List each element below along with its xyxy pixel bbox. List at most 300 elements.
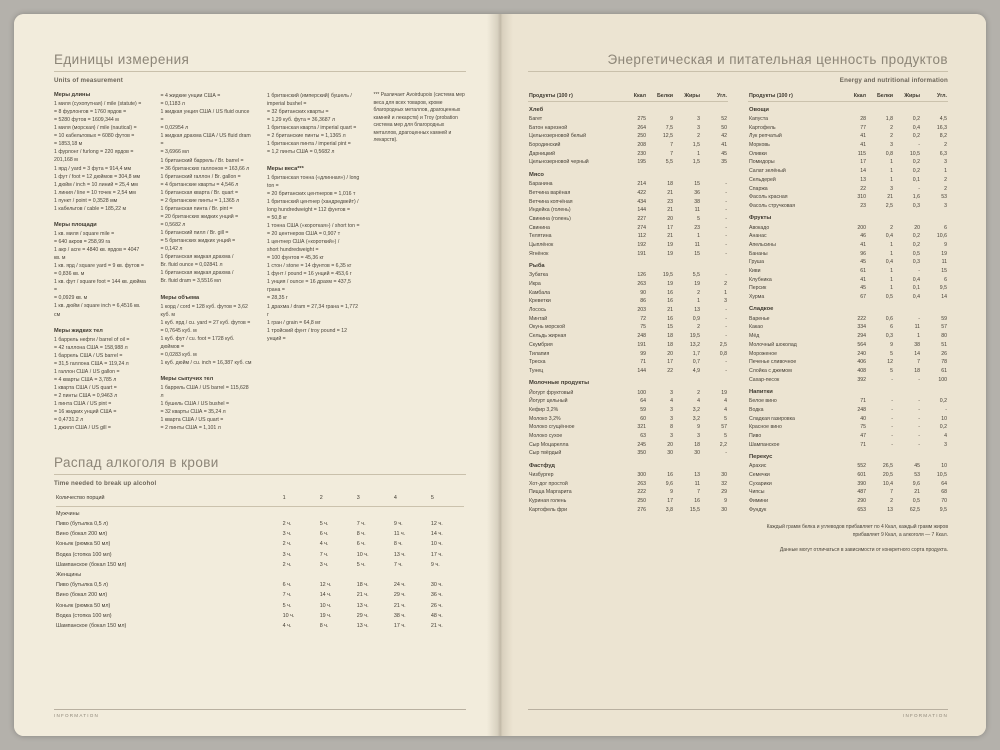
units-line: 1 тройский фунт / troy pound = 12 унций = [267, 327, 348, 342]
cell: 16 [694, 498, 700, 505]
row-label: Сыр твёрдый [529, 450, 562, 457]
row-label: Лук репчатый [749, 133, 782, 140]
table-row [528, 215, 728, 224]
units-line: = 32 британских кварты = [267, 109, 329, 116]
cell: 487 [857, 489, 866, 496]
row-label: Клубника [749, 276, 772, 283]
cell: 64 [640, 398, 646, 405]
cell: 16 [667, 289, 673, 296]
footer-right [528, 709, 948, 718]
row-label: Картофель [749, 124, 776, 131]
cell: 41 [860, 142, 866, 149]
row-label: Пицца Маргарита [529, 489, 572, 496]
table-row [528, 306, 728, 315]
units-line: 1 куб. дюйм / cu. inch = 16,387 куб. см [160, 359, 252, 366]
units-line: 1 акр / acre = 4840 кв. ярдов = 4047 кв. м [54, 247, 140, 262]
table-row [748, 232, 948, 241]
column-header-protein: Белки [656, 93, 673, 100]
cell: 10 [941, 415, 947, 422]
cell: 19,5 [689, 333, 700, 340]
cell: 191 [637, 250, 646, 257]
group-header-women: Женщины [56, 571, 82, 578]
cell: 24 ч. [393, 582, 406, 589]
cell: 45 [860, 285, 866, 292]
cell: 0,4 [885, 259, 893, 266]
cell: 50 [721, 124, 727, 131]
units-line: = 0,7645 куб. м [160, 327, 197, 334]
table-row [528, 423, 728, 432]
cell: - [918, 376, 920, 383]
group-header-vegetables: Овощи [749, 106, 769, 113]
row-label: Коньяк (рюмка 50 мл) [56, 541, 111, 548]
cell: 214 [637, 181, 646, 188]
units-line: long hundredweight = 112 фунтов = [267, 206, 351, 213]
units-line: short hundredweight = [267, 247, 319, 254]
cell: 0,2 [912, 159, 920, 166]
group-header-men: Мужчины [56, 510, 80, 517]
row-label: Белое вино [749, 398, 777, 405]
cell: 23 [860, 202, 866, 209]
cell: 13,2 [689, 341, 700, 348]
cell: 2 [944, 176, 947, 183]
cell: 47 [860, 433, 866, 440]
cell: 19 ч. [319, 612, 332, 619]
cell: 18 ч. [356, 582, 369, 589]
cell: 5,5 [665, 159, 673, 166]
nutrition-note-2: Данные могут отличаться в зависимости от конкретного сорта продукта. [779, 546, 948, 553]
cell: 7 [890, 489, 893, 496]
cell: 4 [724, 398, 727, 405]
cell: - [725, 189, 727, 196]
row-label: Тилапия [529, 350, 550, 357]
cell: 20 [914, 224, 920, 231]
cell: 8 ч. [319, 622, 329, 629]
row-label: Помидоры [749, 159, 775, 166]
units-group-lines [161, 303, 254, 368]
cell: 2 [890, 224, 893, 231]
row-label: Зубатка [529, 272, 549, 279]
cell: 9 [724, 498, 727, 505]
cell: 7 [670, 150, 673, 157]
cell: 78 [941, 359, 947, 366]
row-label: Цыплёнок [529, 241, 554, 248]
cell: 38 [914, 341, 920, 348]
cell: 0,1 [912, 285, 920, 292]
units-line: 1 британская кварта / imperial quart = [267, 125, 357, 132]
cell: 75 [860, 424, 866, 431]
cell: 45 [914, 463, 920, 470]
cell: 4,9 [692, 367, 700, 374]
alcohol-table [54, 493, 466, 631]
cell: - [891, 441, 893, 448]
page-subtitle-nutrition: Energy and nutritional information [839, 77, 948, 84]
cell: 7 ч. [393, 561, 403, 568]
cell: 16 [667, 298, 673, 305]
cell: 5 [890, 350, 893, 357]
cell: 100 [938, 376, 947, 383]
cell: 392 [857, 376, 866, 383]
cell: 250 [637, 498, 646, 505]
column-header-fat: Жиры [684, 93, 700, 100]
table-row [528, 406, 728, 415]
units-line: = 0,4731.2 л [54, 417, 84, 424]
row-label: Киви [749, 268, 761, 275]
cell: 1 [890, 285, 893, 292]
row-label: Какао [749, 324, 764, 331]
table-row [748, 358, 948, 367]
cell: 263 [637, 480, 646, 487]
cell: 2,5 [885, 202, 893, 209]
cell: 72 [640, 315, 646, 322]
units-line: 1 кв. ярд / square yard = 9 кв. футов = [54, 263, 144, 270]
cell: 28 [860, 116, 866, 123]
cell: - [918, 268, 920, 275]
units-columns [54, 92, 466, 441]
cell: 10 ч. [430, 541, 443, 548]
cell: 1 [697, 233, 700, 240]
cell: 0,5 [885, 294, 893, 301]
cell: 29 ч. [393, 592, 406, 599]
units-group-lines [161, 92, 254, 286]
row-label: Чизбургер [529, 472, 554, 479]
units-line: = 0,836 кв. м [54, 271, 85, 278]
cell: - [725, 207, 727, 214]
cell: 10 [941, 463, 947, 470]
row-label: Хот-дог простой [529, 480, 568, 487]
cell: 53 [941, 194, 947, 201]
units-line: 1 британская пинта / imperial pint = [267, 141, 351, 148]
table-row [528, 149, 728, 158]
cell: 60 [640, 415, 646, 422]
cell: 1 [697, 298, 700, 305]
cell: 68 [941, 489, 947, 496]
units-group [161, 295, 254, 368]
table-row [748, 462, 948, 471]
table-row [528, 189, 728, 198]
cell: 195 [637, 159, 646, 166]
column-header-2: 2 [319, 495, 323, 502]
cell: 16 [667, 315, 673, 322]
units-line: 1 драхма / dram = 27,34 грана = 1,772 г [267, 303, 358, 318]
cell: 14 [914, 350, 920, 357]
cell: 11 [694, 241, 700, 248]
row-label: Сыр Моцарелла [529, 441, 569, 448]
cell: 4 [724, 406, 727, 413]
table-row [528, 432, 728, 441]
table-row [528, 497, 728, 506]
cell: 36 [694, 189, 700, 196]
table-row [528, 358, 728, 367]
units-line: 1 кварта США / US quart = [54, 384, 117, 391]
cell: - [918, 424, 920, 431]
units-line: = 1,2 пинты США = 0,5682 л [267, 149, 335, 156]
units-group [267, 166, 360, 343]
footer-divider [54, 709, 466, 710]
units-line: 1 британский (имперский) бушель / [267, 93, 352, 99]
table-row [748, 132, 948, 141]
table-row [528, 440, 728, 449]
units-line: = 10 кабельтовых = 6080 футов = [54, 133, 135, 140]
units-line: 1 пункт / point = 0,3528 мм [54, 197, 118, 204]
row-label: Груша [749, 259, 764, 266]
table-row [528, 341, 728, 350]
cell: 10 ч. [319, 602, 332, 609]
units-line: 1 кв. фут / square foot = 144 кв. дюйма = [54, 279, 146, 294]
cell: 248 [637, 333, 646, 340]
cell: 17 [860, 159, 866, 166]
table-row [748, 249, 948, 258]
cell: 390 [857, 480, 866, 487]
cell: 4 ч. [319, 541, 329, 548]
units-line: = 20 британских жидких унций = [160, 213, 239, 220]
cell: 1 [917, 333, 920, 340]
row-label: Цельнозерновой белый [529, 133, 587, 140]
table-row [528, 232, 728, 241]
footer-label: INFORMATION [902, 713, 948, 718]
cell: - [891, 424, 893, 431]
cell: 2 ч. [282, 561, 292, 568]
cell: 3 [697, 124, 700, 131]
cell: 7 [697, 489, 700, 496]
table-row [528, 388, 728, 397]
row-label: Водка (стопка 100 мл) [56, 551, 112, 558]
cell: 275 [637, 116, 646, 123]
cell: 17 [667, 359, 673, 366]
units-line: 1 баррель США / US barrel = 115,628 л [160, 385, 249, 400]
cell: 263 [637, 281, 646, 288]
row-label: Шампанское (бокал 150 мл) [56, 561, 127, 568]
cell: 17 ч. [430, 551, 443, 558]
units-group [54, 92, 147, 213]
cell: 71 [640, 359, 646, 366]
table-row [528, 367, 728, 376]
table-row [748, 397, 948, 406]
cell: - [725, 198, 727, 205]
cell: 1 [697, 150, 700, 157]
cell: 61 [941, 367, 947, 374]
row-label: Йогурт фруктовый [529, 389, 574, 396]
cell: 9,6 [665, 480, 673, 487]
table-row [54, 539, 466, 549]
footer-left [54, 709, 466, 718]
cell: 6 [890, 324, 893, 331]
cell: - [725, 450, 727, 457]
cell: 2 [890, 124, 893, 131]
cell: 0,2 [912, 116, 920, 123]
column-header-carbs: Угл. [936, 93, 947, 100]
units-line: = 0,1183 л [160, 101, 185, 108]
cell: 22 [667, 367, 673, 374]
row-label: Сухарики [749, 480, 772, 487]
row-label: Молоко сухое [529, 433, 563, 440]
cell: 12 ч. [319, 582, 332, 589]
cell: 3 [944, 202, 947, 209]
cell: 4 [697, 398, 700, 405]
cell: 8 [670, 424, 673, 431]
cell: 350 [637, 450, 646, 457]
row-label: Окунь морской [529, 324, 566, 331]
column-header-5: 5 [430, 495, 434, 502]
cell: 3,2 [692, 406, 700, 413]
units-line: 1 джилл США / US gill = [54, 425, 111, 432]
row-divider [56, 506, 464, 507]
page-title-nutrition: Энергетическая и питательная ценность продуктов [607, 52, 948, 67]
row-label: Фасоль красная [749, 194, 788, 201]
cell: 41 [860, 241, 866, 248]
units-line: 1 британская кварта / Br. quart = [160, 189, 238, 196]
cell: 11 [694, 480, 700, 487]
cell: 15 [694, 250, 700, 257]
cell: 230 [637, 150, 646, 157]
row-label: Варенье [749, 315, 770, 322]
cell: 7 [670, 142, 673, 149]
cell: 0,2 [912, 168, 920, 175]
table-row [54, 590, 466, 600]
cell: 2 [697, 324, 700, 331]
row-label: Шампанское (бокал 150 мл) [56, 622, 127, 629]
cell: 30 [667, 450, 673, 457]
table-row [748, 141, 948, 150]
units-group-lines [54, 100, 147, 213]
table-row [528, 449, 728, 458]
cell: 0,4 [912, 276, 920, 283]
cell: - [891, 433, 893, 440]
cell: 1,5 [692, 159, 700, 166]
row-label: Молочный шоколад [749, 341, 797, 348]
cell: 26 ч. [430, 602, 443, 609]
units-line: 1 жидкая унция США / US fluid ounce = [160, 109, 250, 124]
cell: - [725, 333, 727, 340]
cell: 62,5 [909, 506, 920, 513]
table-row [528, 132, 728, 141]
cell: 67 [860, 294, 866, 301]
cell: 13 ч. [393, 551, 406, 558]
table-row [748, 176, 948, 185]
cell: 6 ч. [282, 582, 292, 589]
cell: 45 [721, 150, 727, 157]
table-row [748, 115, 948, 124]
column-header-kcal: Ккал [633, 93, 646, 100]
cell: 0,4 [912, 294, 920, 301]
row-label: Индейка (голень) [529, 207, 571, 214]
cell: - [891, 406, 893, 413]
cell: 112 [637, 233, 646, 240]
cell: 11 [694, 207, 700, 214]
cell: - [725, 233, 727, 240]
row-label: Ветчина копчёная [529, 198, 573, 205]
cell: 90 [640, 289, 646, 296]
cell: 29 ч. [356, 612, 369, 619]
cell: 18 [667, 181, 673, 188]
cell: 1 [890, 241, 893, 248]
units-line: = 36 британских галлонов = 163,66 л [160, 165, 250, 172]
cell: 8,2 [939, 133, 947, 140]
row-label: Сельдь жирная [529, 333, 567, 340]
cell: 203 [637, 307, 646, 314]
cell: 17 [667, 498, 673, 505]
row-label: Чипсы [749, 489, 765, 496]
cell: 16,3 [936, 124, 947, 131]
cell: 6 ч. [319, 531, 329, 538]
column-header-carbs: Угл. [716, 93, 727, 100]
cell: 274 [637, 224, 646, 231]
units-group-heading: Меры площади [54, 221, 97, 228]
alcohol-section [54, 455, 466, 631]
cell: 30 [721, 506, 727, 513]
row-label: Мороженое [749, 350, 777, 357]
cell: 264 [637, 124, 646, 131]
cell: 38 ч. [393, 612, 406, 619]
cell: 2,2 [719, 441, 727, 448]
row-label: Салат зелёный [749, 168, 786, 175]
cell: 0,2 [912, 133, 920, 140]
cell: 0,9 [692, 315, 700, 322]
cell: 19 [667, 241, 673, 248]
cell: 3,8 [665, 506, 673, 513]
table-row [528, 332, 728, 341]
units-line: 1 британский пилл / Br. gill = [160, 230, 229, 237]
cell: 6 ч. [356, 541, 366, 548]
cell: 3 [670, 433, 673, 440]
table-row [748, 375, 948, 384]
cell: 57 [721, 424, 727, 431]
units-line: = 16 жидких унций США = [54, 409, 117, 416]
cell: 59 [941, 315, 947, 322]
cell: 11 [914, 324, 920, 331]
row-label: Дарницкий [529, 150, 556, 157]
row-label: Лосось [529, 307, 547, 314]
units-line: 1 миля (морская) / mile (nautical) = [54, 125, 137, 132]
row-label: Треска [529, 359, 546, 366]
cell: 9,5 [939, 285, 947, 292]
units-line: = 32 кварты США = 35,24 л [160, 409, 226, 416]
cell: 15 [694, 181, 700, 188]
title-divider [54, 474, 466, 475]
table-row [748, 332, 948, 341]
units-line: 1 стон / stone = 14 фунтов = 6,35 кг [267, 263, 352, 270]
cell: 71 [860, 398, 866, 405]
cell: 2 ч. [282, 541, 292, 548]
cell: 14 ч. [319, 592, 332, 599]
cell: 0,4 [885, 233, 893, 240]
cell: 12,5 [662, 133, 673, 140]
units-line: = 0,0283 куб. м [160, 351, 197, 358]
cell: 1 [890, 276, 893, 283]
cell: 7 ч. [319, 551, 329, 558]
cell: 0,4 [912, 124, 920, 131]
cell: 13 [860, 176, 866, 183]
table-row [748, 497, 948, 506]
row-label: Авокадо [749, 224, 770, 231]
table-row [748, 149, 948, 158]
units-line: = 4 жидкие унции США = [160, 93, 221, 99]
table-row [748, 158, 948, 167]
cell: 80 [941, 333, 947, 340]
cell: 2 [697, 133, 700, 140]
cell: 290 [857, 498, 866, 505]
cell: 15,5 [689, 506, 700, 513]
cell: 42 [721, 133, 727, 140]
cell: 0,3 [885, 333, 893, 340]
row-label: Оливки [749, 150, 767, 157]
units-line: 1 дюйм / inch = 10 линий = 25,4 мм [54, 181, 138, 188]
cell: 21 [887, 194, 893, 201]
units-line: = 5 британских жидких унций = [160, 238, 236, 245]
cell: 20,5 [882, 472, 893, 479]
cell: 21 [667, 207, 673, 214]
cell: 16 [667, 472, 673, 479]
cell: 71 [860, 441, 866, 448]
